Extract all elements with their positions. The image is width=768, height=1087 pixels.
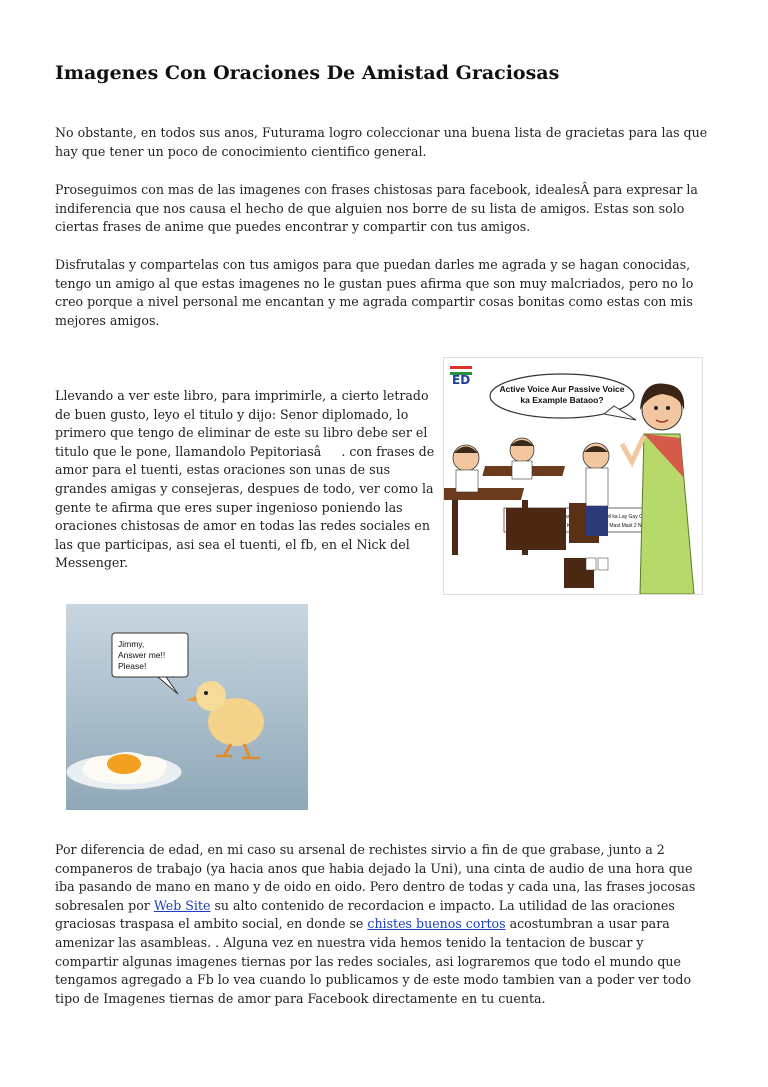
chick-bubble-line-2: Answer me!! bbox=[118, 650, 166, 660]
teacher-classroom-image bbox=[443, 357, 703, 595]
paragraph-facebook-phrases: Proseguimos con mas de las imagenes con frases chistosas para facebook, idealesÂ para expresar la indiferencia que nos causa el hecho de que alguien nos borre de su lista de amigos. Estas son solo ciertas frases de anime que puedes encontrar y compartir con tus amigos. bbox=[55, 182, 698, 235]
bubble-line-1: Active Voice Aur Passive Voice bbox=[499, 384, 625, 394]
page-title: Imagenes Con Oraciones De Amistad Graciosas bbox=[55, 62, 560, 84]
paragraph-age-difference bbox=[55, 841, 710, 1008]
paragraph-text-segment: acostumbran a usar para amenizar las asambleas. . Alguna vez en nuestra vida hemos tenido la tentacion de buscar y compartir algunas imagenes tiernas por las redes sociales, asi lograremos que todo el mundo que tengamos agregado a Fb lo vea cuando lo publicamos y de este modo tambien van a poder ver todo tipo de Imagenes tiernas de amor para Facebook directamente en tu cuenta. bbox=[55, 916, 692, 1006]
chistes-buenos-cortos-link[interactable]: chistes buenos cortos bbox=[367, 916, 506, 932]
web-site-link[interactable]: Web Site bbox=[153, 897, 211, 913]
chick-bubble-line-1: Jimmy, bbox=[118, 639, 145, 649]
chick-egg-image bbox=[66, 604, 308, 810]
classroom-illustration bbox=[444, 358, 702, 594]
chick-bubble-line-3: Please! bbox=[118, 661, 147, 671]
board-line-1: Mast Dil ka Lay Gay bbox=[560, 514, 638, 520]
paragraph-share-friends: Disfrutalas y compartelas con tus amigos para que puedan darles me agrada y se hagan conocidas, tengo un amigo al que estas imagenes no le gustan pues afirma que son muy malcriados, pero no lo creo porque a nivel personal me encantan y me agrada compartir cosas bonitas como estas con mis mejores amigos. bbox=[55, 257, 694, 328]
chick-illustration bbox=[66, 604, 308, 810]
bubble-line-2: ka Example Bataoo? bbox=[520, 395, 604, 405]
paragraph-book-title: Llevando a ver este libro, para imprimirle, a cierto letrado de buen gusto, leyo el titulo y dijo: Senor diplomado, lo primero que tengo de eliminar de este su libro debe ser el titulo que le pone, llamandolo Pepitoriasâ. con frases de amor para el tuenti, estas oraciones son unas de sus grandes amigas y consejeras, despues de todo, ver como la gente te afirma que eres super ingenioso poniendo las oraciones chistosas de amor en todas las redes sociales en las que participas, asi sea el tuenti, el fb, en el Nick del Messenger. bbox=[55, 388, 435, 571]
logo-text: ED bbox=[452, 373, 471, 387]
paragraph-text-segment: su alto contenido de recordacion e impacto. La utilidad de las oraciones graciosas traspasa el ambito social, en donde se bbox=[55, 897, 675, 932]
board-line-2: Mast Mast 2 bbox=[609, 523, 637, 529]
paragraph-text-segment: Por diferencia de edad, en mi caso su arsenal de rechistes sirvio a fin de que grabase, junto a 2 companeros de trabajo (ya hacia anos que habia dejado la Uni), una cinta de audio de una hora que iba pasando de mano en mano y de oido en oido. Pero dentro de todas y cada una, las frases jocosas sobresalen por bbox=[55, 842, 696, 913]
paragraph-futurama: No obstante, en todos sus anos, Futurama logro coleccionar una buena lista de gracietas para las que hay que tener un poco de conocimiento cientifico general. bbox=[55, 125, 708, 159]
